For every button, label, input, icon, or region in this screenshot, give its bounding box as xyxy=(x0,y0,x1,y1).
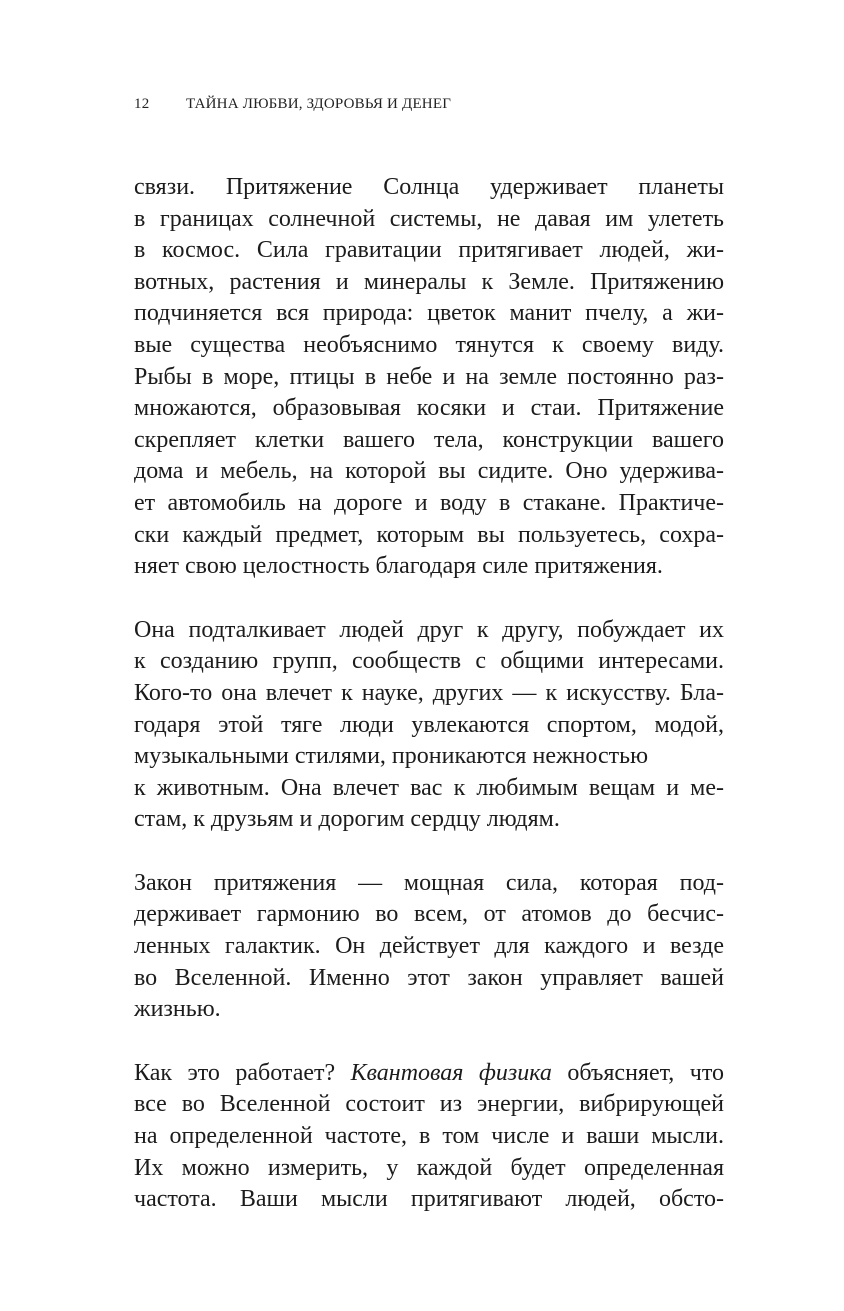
body-text xyxy=(134,172,724,1248)
text-line: музыкальными стилями, проникаются нежностью xyxy=(134,743,649,770)
text-line: дома и мебель, на которой вы сидите. Оно удержива- xyxy=(134,458,724,485)
text-line: Закон притяжения — мощная сила, которая под- xyxy=(134,869,724,896)
text-line: скрепляет клетки вашего тела, конструкции вашего xyxy=(134,426,724,453)
paragraph-1 xyxy=(134,172,724,583)
text-line: Кого-то она влечет к науке, других — к искусству. Бла- xyxy=(134,679,724,706)
text-line: в космос. Сила гравитации притягивает людей, жи- xyxy=(134,237,724,264)
text-line: Рыбы в море, птицы в небе и на земле постоянно раз- xyxy=(134,363,724,390)
text-line: ет автомобиль на дороге и воду в стакане. Практиче- xyxy=(134,489,724,516)
text-line: к созданию групп, сообществ с общими интересами. xyxy=(134,648,724,675)
text-line: вые существа необъяснимо тянутся к своему виду. xyxy=(134,331,724,358)
text-run: объясняет, что xyxy=(551,1059,724,1086)
text-line: годаря этой тяге люди увлекаются спортом, модой, xyxy=(134,711,724,738)
text-line: все во Вселенной состоит из энергии, вибрирующей xyxy=(134,1091,724,1118)
text-line: жизнью. xyxy=(134,996,221,1023)
running-head xyxy=(134,96,451,113)
text-line: множаются, образовывая косяки и стаи. Притяжение xyxy=(134,395,724,422)
paragraph-4 xyxy=(134,1058,724,1216)
text-line: во Вселенной. Именно этот закон управляет вашей xyxy=(134,964,724,991)
paragraph-2 xyxy=(134,615,724,836)
text-line: ски каждый предмет, которым вы пользуетесь, сохра- xyxy=(134,521,724,548)
text-line: частота. Ваши мысли притягивают людей, обсто- xyxy=(134,1186,724,1213)
page-number: 12 xyxy=(134,96,150,112)
paragraph-3 xyxy=(134,868,724,1026)
text-line: связи. Притяжение Солнца удерживает планеты xyxy=(134,174,724,200)
text-line: ленных галактик. Он действует для каждого и везде xyxy=(134,933,724,960)
text-line: к животным. Она влечет вас к любимым вещам и ме- xyxy=(134,774,724,801)
text-line: Она подталкивает людей друг к другу, побуждает их xyxy=(134,616,724,643)
text-line: держивает гармонию во всем, от атомов до бесчис- xyxy=(134,901,724,928)
text-line: няет свою целостность благодаря силе притяжения. xyxy=(134,553,663,580)
text-run: Как это работает? xyxy=(134,1059,351,1086)
emphasized-term: Квантовая физика xyxy=(350,1059,552,1086)
text-line: Их можно измерить, у каждой будет определенная xyxy=(134,1154,724,1181)
text-line: подчиняется вся природа: цветок манит пчелу, а жи- xyxy=(134,300,724,327)
text-line: стам, к друзьям и дорогим сердцу людям. xyxy=(134,806,560,833)
text-line: вотных, растения и минералы к Земле. Притяжению xyxy=(134,268,724,295)
text-line: на определенной частоте, в том числе и ваши мысли. xyxy=(134,1123,724,1150)
book-title: ТАЙНА ЛЮБВИ, ЗДОРОВЬЯ И ДЕНЕГ xyxy=(186,96,452,112)
text-line-with-emphasis xyxy=(134,1058,724,1090)
text-line: в границах солнечной системы, не давая им улететь xyxy=(134,205,724,232)
